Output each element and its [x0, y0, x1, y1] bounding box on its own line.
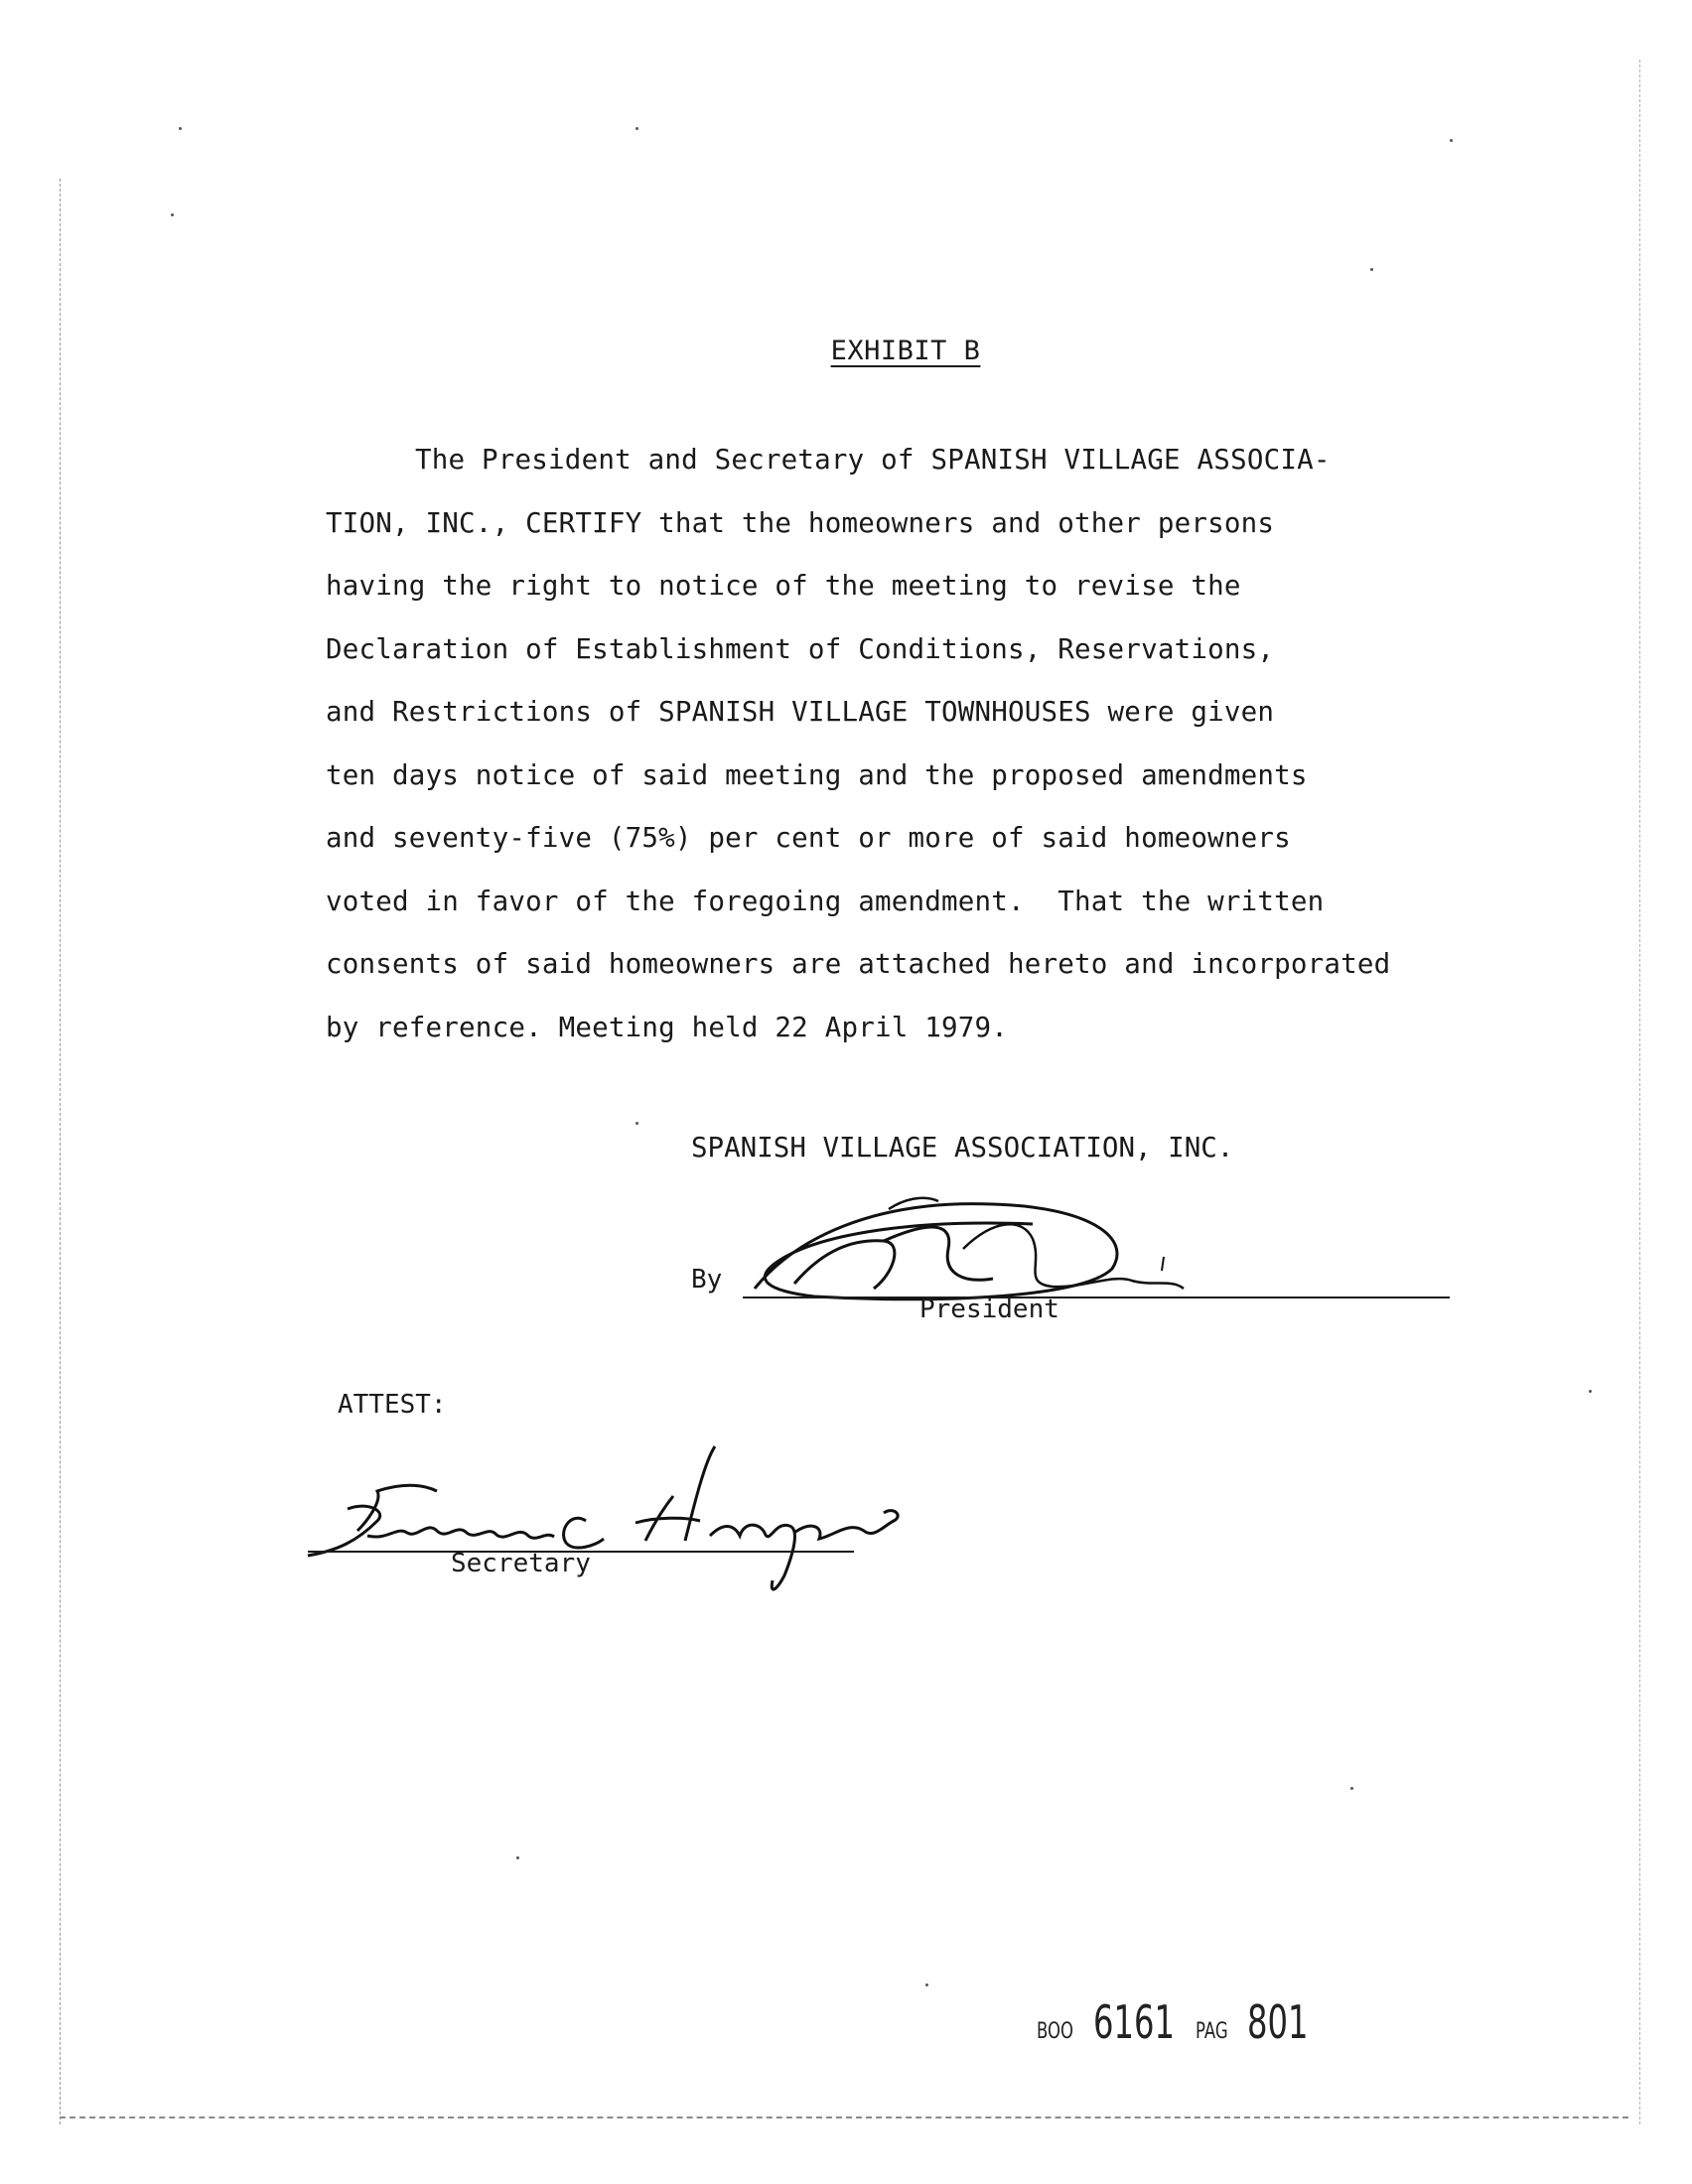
certification-paragraph — [326, 429, 1567, 1059]
scan-speck — [1370, 268, 1373, 271]
president-signature-line — [743, 1297, 1450, 1298]
book-label: BOO — [1037, 2019, 1074, 2044]
scan-speck — [179, 127, 182, 130]
paragraph-line: by reference. Meeting held 22 April 1979. — [326, 1011, 1009, 1043]
scan-speck — [516, 1856, 519, 1859]
attest-label: ATTEST: — [338, 1390, 447, 1420]
book-number: 6161 — [1093, 1995, 1176, 2049]
secretary-signature — [298, 1441, 914, 1600]
paragraph-line: and seventy-five (75%) per cent or more of said homeowners — [326, 822, 1291, 854]
president-label: President — [919, 1295, 1059, 1324]
paragraph-line: ten days notice of said meeting and the proposed amendments — [326, 758, 1308, 791]
paragraph-line: Declaration of Establishment of Conditions, Reservations, — [326, 632, 1275, 665]
paragraph-line: voted in favor of the foregoing amendment. That the written — [326, 885, 1325, 917]
recording-stamp — [1037, 1995, 1313, 2049]
page-label: PAG — [1196, 2019, 1229, 2044]
scan-edge-bottom — [60, 2116, 1628, 2118]
secretary-label: Secretary — [451, 1549, 591, 1578]
paragraph-line: having the right to notice of the meeting to revise the — [326, 570, 1241, 602]
paragraph-line: and Restrictions of SPANISH VILLAGE TOWNHOUSES were given — [326, 696, 1275, 728]
scan-edge-left — [60, 179, 61, 2124]
scan-speck — [1350, 1787, 1353, 1790]
paragraph-line: TION, INC., CERTIFY that the homeowners and other persons — [326, 506, 1275, 539]
exhibit-title: EXHIBIT B — [830, 336, 981, 366]
paragraph-line: consents of said homeowners are attached hereto and incorporated — [326, 948, 1391, 980]
scan-speck — [635, 1122, 638, 1125]
paragraph-line: The President and Secretary of SPANISH VILLAGE ASSOCIA- — [415, 444, 1331, 476]
scan-speck — [171, 213, 174, 216]
page-number: 801 — [1247, 1995, 1309, 2049]
scan-speck — [1589, 1390, 1592, 1393]
scan-speck — [635, 127, 638, 130]
scan-speck — [1450, 139, 1453, 142]
scan-edge-right — [1639, 60, 1640, 2124]
association-name: SPANISH VILLAGE ASSOCIATION, INC. — [691, 1132, 1234, 1163]
scan-speck — [925, 1983, 928, 1986]
by-label: By — [691, 1265, 723, 1295]
